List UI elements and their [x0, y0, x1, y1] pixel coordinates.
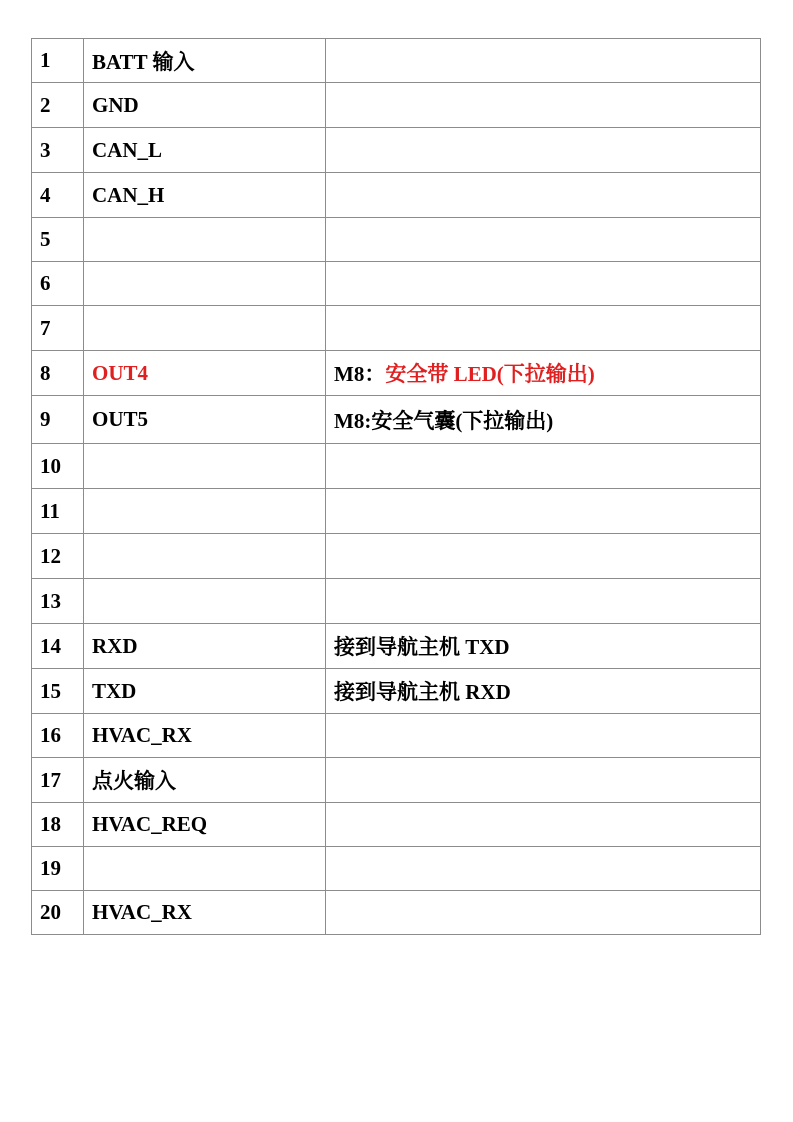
- signal-name: GND: [84, 83, 326, 128]
- table-row: [32, 714, 761, 758]
- pin-description: [326, 128, 761, 173]
- pin-description: [326, 173, 761, 218]
- signal-name: [84, 218, 326, 262]
- pin-number: 7: [32, 306, 84, 351]
- signal-name: CAN_H: [84, 173, 326, 218]
- pin-description: [326, 39, 761, 83]
- signal-name: [84, 262, 326, 306]
- pin-description: [326, 306, 761, 351]
- signal-name: TXD: [84, 669, 326, 714]
- pin-number: 10: [32, 444, 84, 489]
- pin-description: [326, 714, 761, 758]
- table-row: [32, 173, 761, 218]
- pin-description: 接到导航主机 RXD: [326, 669, 761, 714]
- pin-description: [326, 489, 761, 534]
- pin-description: [326, 218, 761, 262]
- pin-description: M8:安全气囊(下拉输出): [326, 396, 761, 444]
- signal-name: [84, 847, 326, 891]
- pin-number: 16: [32, 714, 84, 758]
- pin-number: 8: [32, 351, 84, 396]
- signal-name: [84, 489, 326, 534]
- signal-name: CAN_L: [84, 128, 326, 173]
- signal-name: [84, 579, 326, 624]
- signal-name: [84, 534, 326, 579]
- pin-description: [326, 803, 761, 847]
- pin-description: [326, 758, 761, 803]
- table-row: [32, 218, 761, 262]
- table-row: [32, 758, 761, 803]
- table-row: [32, 262, 761, 306]
- table-row: [32, 39, 761, 83]
- pin-description: [326, 534, 761, 579]
- pin-description: [326, 579, 761, 624]
- table-row: [32, 579, 761, 624]
- signal-name: RXD: [84, 624, 326, 669]
- pin-description: [326, 891, 761, 935]
- pin-number: 11: [32, 489, 84, 534]
- table-row: [32, 489, 761, 534]
- pin-description: [326, 444, 761, 489]
- table-row: [32, 891, 761, 935]
- pin-number: 15: [32, 669, 84, 714]
- pin-description: [326, 83, 761, 128]
- pin-description: [326, 351, 761, 396]
- table-row: [32, 803, 761, 847]
- pin-number: 17: [32, 758, 84, 803]
- signal-name: HVAC_RX: [84, 714, 326, 758]
- pin-number: 20: [32, 891, 84, 935]
- table-row: [32, 306, 761, 351]
- table-row: [32, 351, 761, 396]
- pin-number: 4: [32, 173, 84, 218]
- pin-number: 9: [32, 396, 84, 444]
- table-row: [32, 396, 761, 444]
- pin-number: 14: [32, 624, 84, 669]
- signal-name: OUT5: [84, 396, 326, 444]
- pin-description: [326, 847, 761, 891]
- signal-name: [84, 306, 326, 351]
- table-row: [32, 847, 761, 891]
- signal-name: 点火输入: [84, 758, 326, 803]
- description-prefix: M8：: [334, 362, 386, 386]
- table-row: [32, 534, 761, 579]
- table-row: [32, 669, 761, 714]
- pin-table: [31, 38, 761, 935]
- pin-number: 19: [32, 847, 84, 891]
- pin-number: 1: [32, 39, 84, 83]
- pin-number: 6: [32, 262, 84, 306]
- table-row: [32, 83, 761, 128]
- table-row: [32, 624, 761, 669]
- signal-name: HVAC_REQ: [84, 803, 326, 847]
- signal-name: OUT4: [84, 351, 326, 396]
- signal-name: HVAC_RX: [84, 891, 326, 935]
- signal-name: BATT 输入: [84, 39, 326, 83]
- table-row: [32, 128, 761, 173]
- pin-number: 12: [32, 534, 84, 579]
- pin-number: 3: [32, 128, 84, 173]
- pin-number: 2: [32, 83, 84, 128]
- description-highlight: 安全带 LED(下拉输出): [385, 362, 595, 386]
- pin-description: [326, 262, 761, 306]
- signal-name: [84, 444, 326, 489]
- pin-description: 接到导航主机 TXD: [326, 624, 761, 669]
- table-row: [32, 444, 761, 489]
- pin-number: 13: [32, 579, 84, 624]
- pin-number: 5: [32, 218, 84, 262]
- pin-number: 18: [32, 803, 84, 847]
